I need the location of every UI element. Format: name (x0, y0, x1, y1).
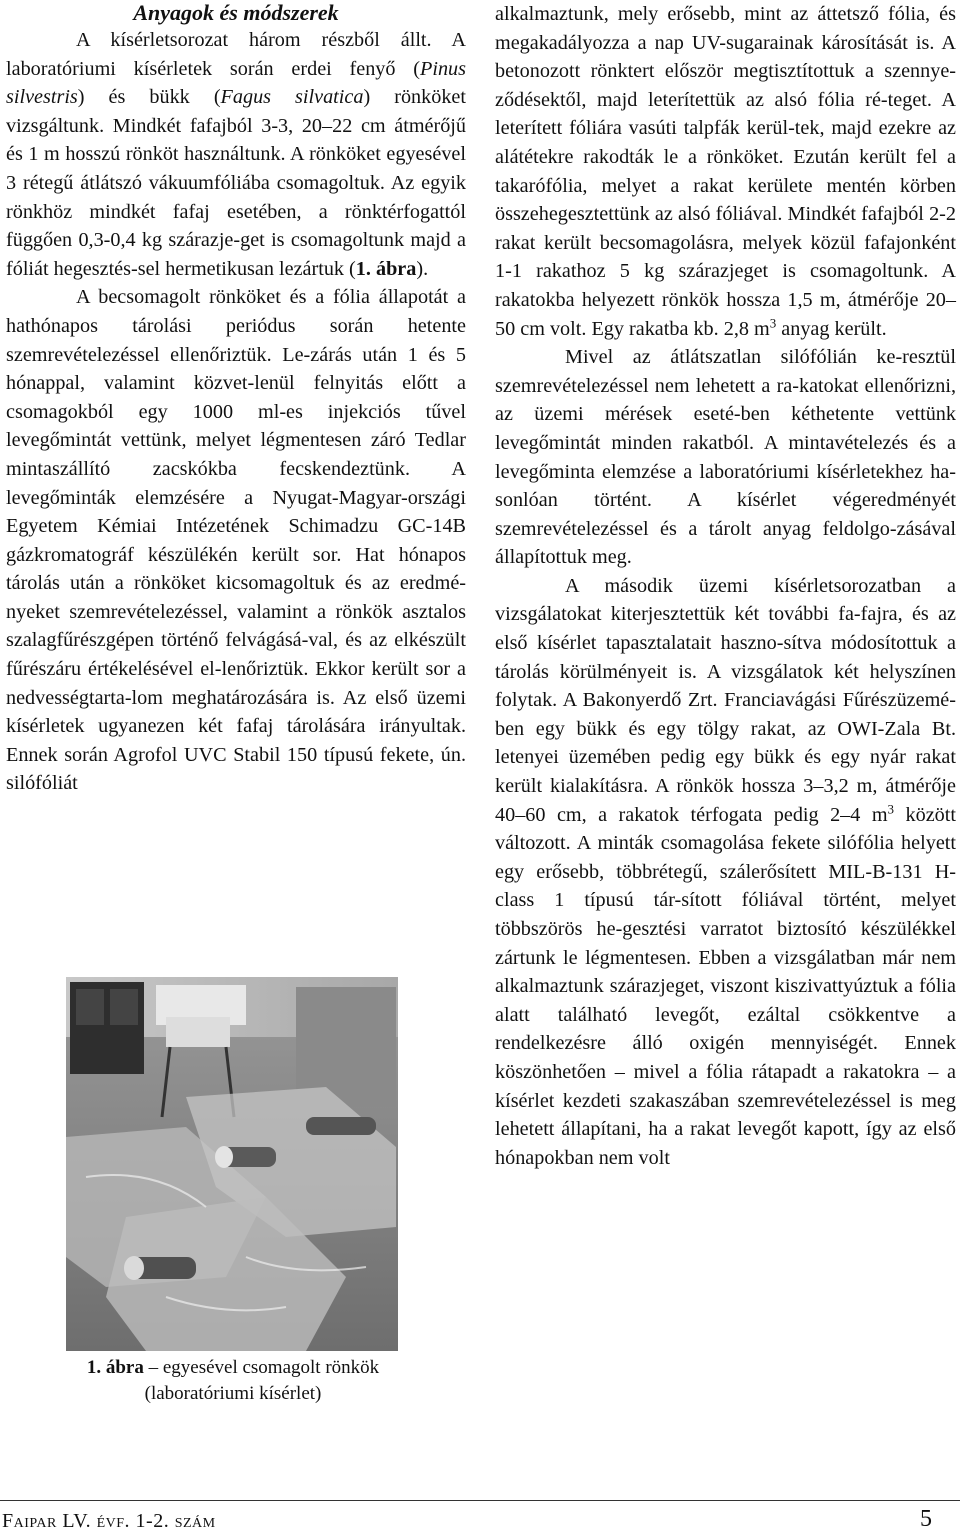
figure-reference: 1. ábra (355, 257, 417, 280)
text-span: A kísérletsorozat három részből állt. A laboratóriumi kísérletek során erdei fenyő (6, 29, 466, 80)
paragraph-r1 (495, 0, 956, 343)
footer-rule (0, 1500, 960, 1501)
text-span: ). (416, 257, 429, 280)
paragraph-2: A becsomagolt rönköket és a fólia állapotát a hathónapos tárolási periódus során hetente szemrevételezéssel ellenőriztük. Le-zárás után 1 és 5 hónappal, valamint közvet-lenül felnyitás előtt a csomagokból egy 1000 ml-es injekciós tűvel levegőmintát vettünk, melyet légmentesen záró Tedlar mintaszállító zacskókba fecskendeztünk. A levegőminták elemzésére a Nyugat-Magyar-országi Egyetem Kémiai Intézetének Schimadzu GC-14B gázkromatográf készülékén került sor. Hat hónapos tárolás után a rönköket kicsomagoltuk és az eredmé-nyeket szemrevételezéssel, valamint a rönkök asztalos szalagfűrészgépen történő felvágásá-val, és az elkészült fűrészáru értékelésével el-lenőriztük. Ekkor került sor a nedvességtarta-lom meghatározására is. Az első üzemi kísérletek ugyanezen két fafaj tárolására irányultak. Ennek során Agrofol UVC Stabil 150 típusú fekete, ún. silófóliát (6, 286, 466, 795)
paragraph-r3 (495, 572, 956, 1172)
text-span: anyag került. (776, 317, 887, 340)
figure-photo (66, 977, 398, 1351)
right-column (495, 0, 956, 1172)
latin-name: Pinus silvestris (6, 57, 466, 109)
section-title: Anyagok és módszerek (133, 0, 339, 25)
text-span: és bükk (108, 86, 190, 109)
caption-sub: (laboratóriumi kísérlet) (144, 1383, 322, 1404)
text-span: rönköket vizsgáltunk. Mindkét fafajból 3-3, 20–22 cm átmérőjű és 1 m hosszú rönköt használtunk. A rönköket egyesével 3 rétegű átlátszó vákuumfóliába csomagoltuk. Az egyik rönkhöz mindkét fafaj esetében, a rönktérfogattól függően 0,3-0,4 kg szárazje-get is csomagoltunk majd a fóliát hegesztés-sel hermetikusan lezártuk ( (6, 86, 466, 280)
paragraph-r2: Mivel az átlátszatlan silófólián ke-resztül szemrevételezéssel nem lehetett a ra-katokat ellenőrizni, az üzemi mérések eseté-ben kéthetente vettünk levegőmintát minden rakatból. A mintavételezés és a levegőminta elemzése a laboratóriumi kísérletekhez ha-sonlóan történt. A kísérlet végeredményét szemrevételezéssel és a tárolt anyag feldolgo-zásával állapítottuk meg. (495, 346, 956, 569)
latin-name: Fagus silvatica (220, 86, 364, 109)
caption-ref: 1. ábra (86, 1357, 144, 1378)
figure-caption (30, 1355, 436, 1407)
page-number: 5 (920, 1506, 932, 1532)
photo-packaged-logs (66, 977, 398, 1351)
footer-journal: Faipar LV. évf. 1-2. szám (2, 1510, 216, 1532)
text-span: között változott. A minták csomagolása fekete silófólia helyett egy erősebb, többrétegű, szálerősített MIL-B-131 H-class 1 típusú tár-sított fóliával történt, melyet többszörös he-gesztési varratot biztosító készülékkel zártunk le légmentesen. Ebben a vizsgálatban már nem alkalmaztunk szárazjeget, viszont kiszivattyúztuk a fólia alatt található levegőt, ezáltal csökkentve a rendelkezésre álló oxigén mennyiségét. Ennek köszönhetően – mivel a fólia rátapadt a rakatokra – a kísérlet kezdeti szakaszában szemrevételezéssel is meg lehetett állapítani, ha a rakat levegőt kapott, így az első hónapokban nem volt (495, 803, 956, 1169)
text-span: alkalmaztunk, mely erősebb, mint az áttetsző fólia, és megakadályozza a nap UV-sugarainak károsítását is. A betonozott rönktert először megtisztítottuk a szennye-ződésektől, majd leterítettük az alsó fólia ré-teget. A leterített fóliára vasúti talpfák kerül-tek, majd ezekre az alátétekre rakodták le a rönköket. Ezután került fel a takarófólia, melyet a rakat kerülete mentén körben összehegesztettünk az alsó fóliával. Mindkét fafajból 2-2 rakat került becsomagolásra, melyek közül fafajonként 1-1 rakathoz 5 kg szárazjeget is csomagoltunk. A rakatokba helyezett rönkök hossza 1,5 m, átmérője 20–50 cm volt. Egy rakatba kb. 2,8 m (495, 3, 956, 340)
text-span: A második üzemi kísérletsorozatban a vizsgálatokat kiterjesztettük két további fa-fajra, és az első kísérlet tapasztalatait haszno-sítva módosítottuk a tárolás körülményeit is. A vizsgálatok két helyszínen folytak. A Bakonyerdő Zrt. Franciavágási Fűrészüzemé-ben egy bükk és egy tölgy rakat, az OWI-Zala Bt. letenyei üzemében pedig egy bükk és egy nyár rakat került kialakításra. A rönkök hossza 3–3,2 m, átmérője 40–60 cm, a rakatok térfogata pedig 2–4 m (495, 574, 956, 826)
left-column (6, 0, 466, 798)
superscript: 3 (769, 314, 777, 330)
superscript: 3 (887, 800, 895, 816)
paragraph-1: A kísérletsorozat három részből állt. A laboratóriumi kísérletek során erdei fenyő (Pinus silvestris) és bükk (Fagus silvatica) rönköket vizsgáltunk. Mindkét fafajból 3-3, 20–22 cm átmérőjű és 1 m hosszú rönköt használtunk. A rönköket egyesével 3 rétegű átlátszó vákuumfóliába csomagoltuk. Az egyik rönkhöz mindkét fafaj esetében, a rönktérfogattól függően 0,3-0,4 kg szárazje-get is csomagoltunk majd a fóliát hegesztés-sel hermetikusan lezártuk (1. ábra). (6, 29, 466, 280)
caption-text: – egyesével csomagolt rönkök (143, 1357, 380, 1378)
